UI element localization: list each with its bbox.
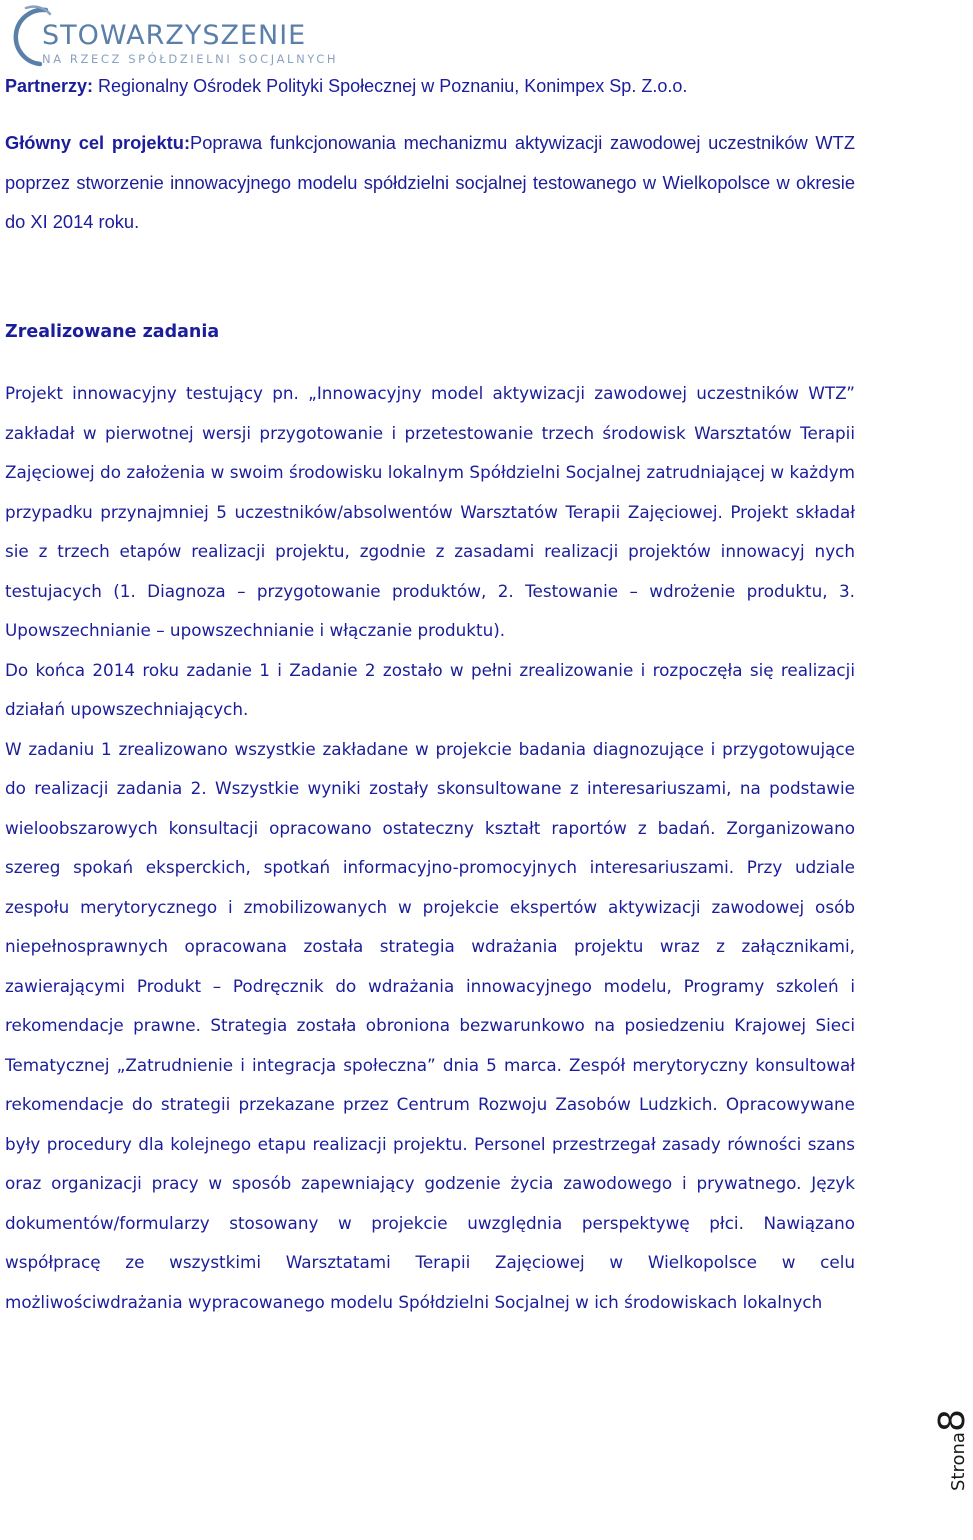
section-heading: Zrealizowane zadania xyxy=(5,322,220,342)
body-text xyxy=(5,374,855,1322)
logo-wordmark: STOWARZYSZENIE xyxy=(42,20,307,51)
goal-text: Poprawa funkcjonowania mechanizmu aktywizacji zawodowej uczestników WTZ poprzez stworzenie innowacyjnego modelu spółdzielni socjalnej testowanego w Wielkopolsce w okresie do XI 2014 roku. xyxy=(5,132,855,232)
partners-text: Regionalny Ośrodek Polityki Społecznej w Poznaniu, Konimpex Sp. Z.o.o. xyxy=(93,76,688,96)
project-goal xyxy=(5,123,855,242)
paragraph-project: Projekt innowacyjny testujący pn. „Innowacyjny model aktywizacji zawodowej uczestników WTZ” zakładał w pierwotnej wersji przygotowanie i przetestowanie trzech środowisk Warsztatów Terapii Zajęciowej do założenia w swoim środowisku lokalnym Spółdzielni Socjalnej zatrudniającej w każdym przypadku przynajmniej 5 uczestników/absolwentów Warsztatów Terapii Zajęciowej. Projekt składał sie z trzech etapów realizacji projektu, zgodnie z zasadami realizacji projektów innowacyj nych testujacych (1. Diagnoza – przygotowanie produktów, 2. Testowanie – wdrożenie produktu, 3. Upowszechnianie – upowszechnianie i włączanie produktu). xyxy=(5,383,855,640)
page-word: Strona xyxy=(948,1432,969,1491)
partners-line xyxy=(5,74,945,98)
partners-label: Partnerzy: xyxy=(5,76,94,96)
goal-label: Główny cel projektu: xyxy=(5,132,191,153)
paragraph-task-1: W zadaniu 1 zrealizowano wszystkie zakładane w projekcie badania diagnozujące i przygotowujące do realizacji zadania 2. Wszystkie wyniki zostały skonsultowane z interesariuszami, na podstawie wieloobszarowych konsultacji opracowano ostateczny kształt raportów z badań. Zorganizowano szereg spokań eksperckich, spotkań informacyjno-promocyjnych interesariuszami. Przy udziale zespołu merytorycznego i zmobilizowanych w projekcie ekspertów aktywizacji zawodowej osób niepełnosprawnych opracowana została strategia wdrażania projektu wraz z załącznikami, zawierającymi Produkt – Podręcznik do wdrażania innowacyjnego modelu, Programy szkoleń i rekomendacje prawne. Strategia została obroniona bezwarunkowo na posiedzeniu Krajowej Sieci Tematycznej „Zatrudnienie i integracja społeczna” dnia 5 marca. Zespół merytoryczny konsultował rekomendacje do strategii przekazane przez Centrum Rozwoju Zasobów Ludzkich. Opracowywane były procedury dla kolejnego etapu realizacji projektu. Personel przestrzegał zasady równości szans oraz organizacji pracy w sposób zapewniający godzenie życia zawodowego i prywatnego. Język dokumentów/formularzy stosowany w projekcie uwzględnia perspektywę płci. Nawiązano współpracę ze wszystkimi Warsztatami Terapii Zajęciowej w Wielkopolsce w celu możliwościwdrażania wypracowanego modelu Spółdzielni Socjalnej w ich środowiskach lokalnych xyxy=(5,738,855,1312)
paragraph-status: Do końca 2014 roku zadanie 1 i Zadanie 2 zostało w pełni zrealizowanie i rozpoczęła się realizacji działań upowszechniających. xyxy=(5,659,855,719)
organization-logo xyxy=(6,2,406,70)
logo-tagline: NA RZECZ SPÓŁDZIELNI SOCJALNYCH xyxy=(42,52,339,66)
page-number-label xyxy=(928,1405,973,1495)
page-number: 8 xyxy=(932,1409,973,1433)
